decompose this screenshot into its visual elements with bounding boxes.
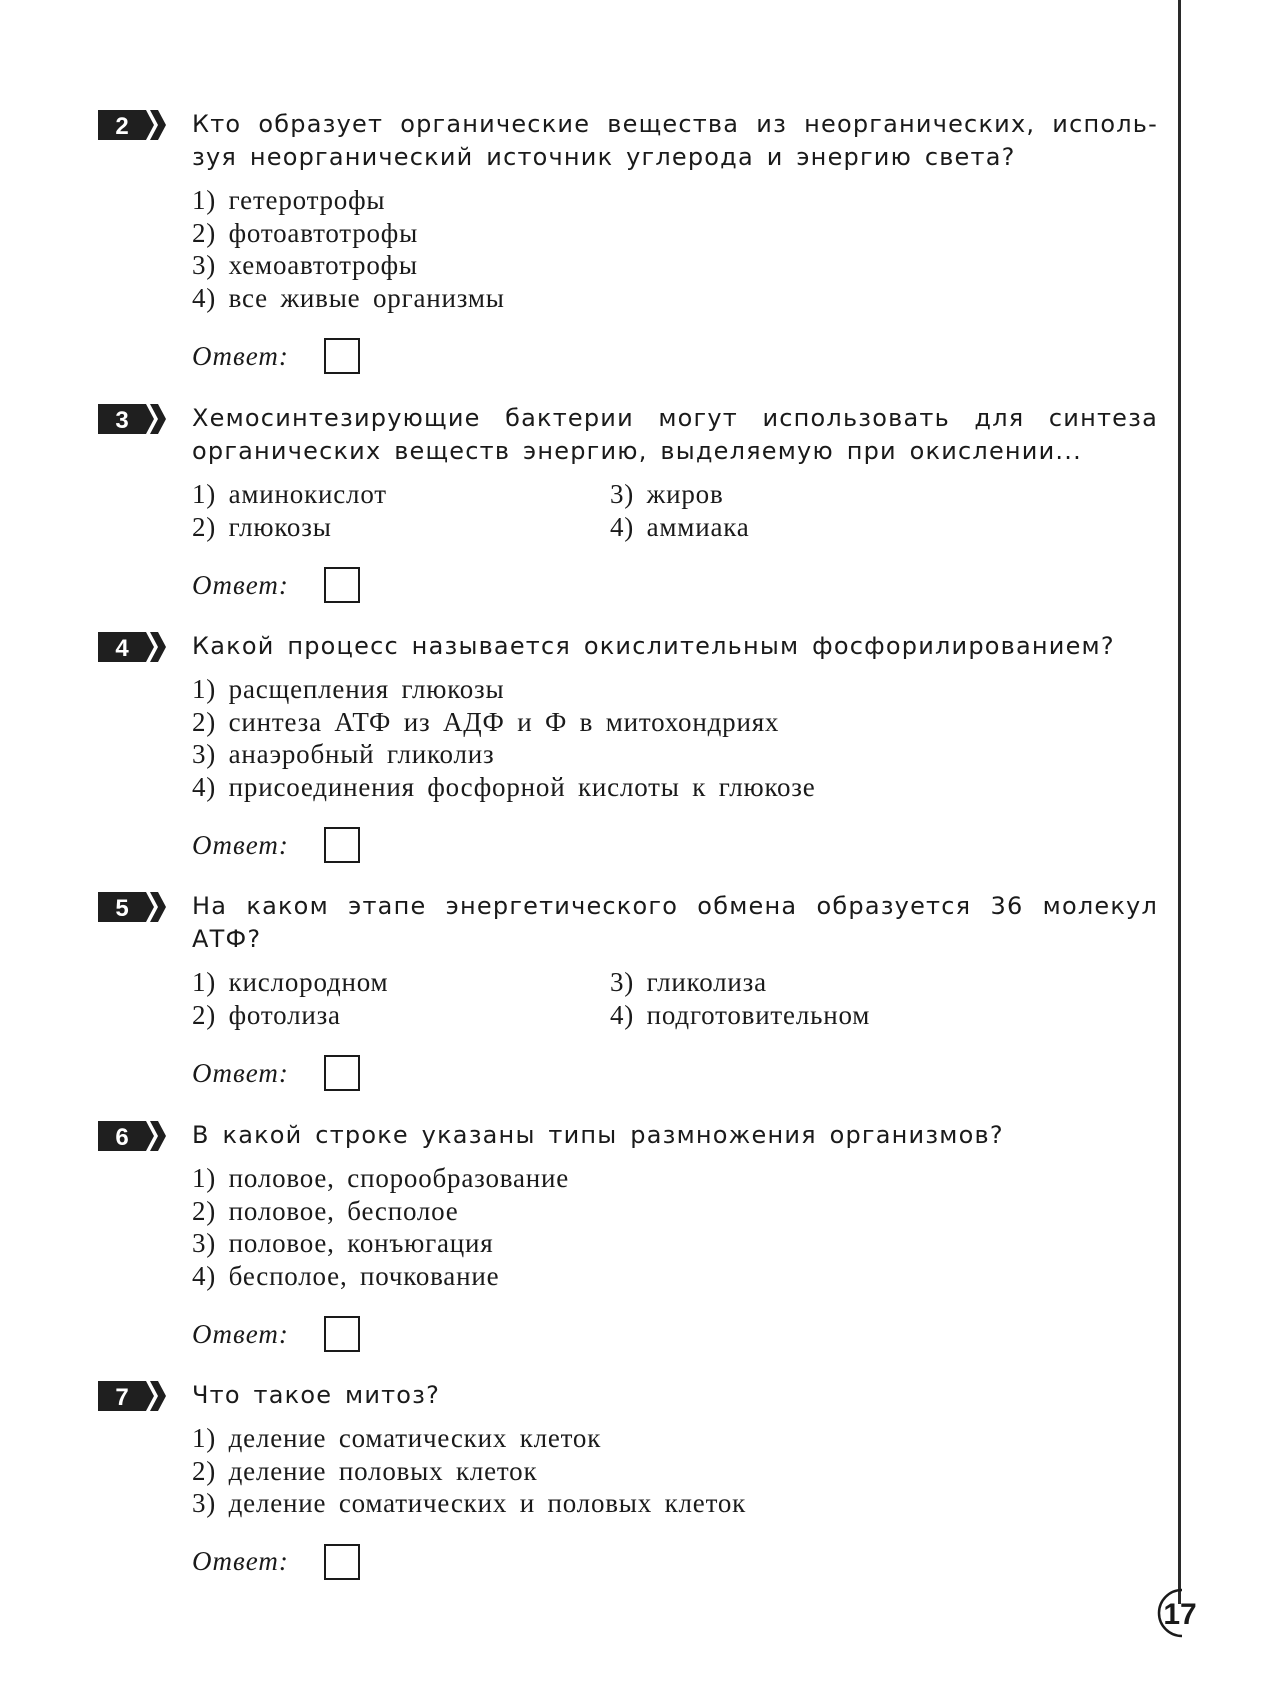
question-5 (98, 890, 1158, 1093)
option: 1) гетеротрофы (192, 185, 386, 215)
options-list (192, 673, 1158, 803)
answer-row (192, 1542, 1158, 1582)
option: 2) синтеза АТФ из АДФ и Ф в митохондриях (192, 706, 780, 737)
question-2 (98, 108, 1158, 376)
question-3 (98, 402, 1158, 605)
answer-box[interactable] (324, 567, 360, 603)
option: 4) подготовительном (610, 999, 871, 1030)
answer-label: Ответ: (192, 1057, 289, 1088)
option: 2) фотоавтотрофы (192, 217, 419, 248)
answer-row (192, 825, 1158, 865)
svg-text:4: 4 (115, 635, 129, 662)
answer-row (192, 1053, 1158, 1093)
question-7 (98, 1379, 1158, 1582)
option: 2) глюкозы (192, 511, 332, 542)
option: 1) деление соматических клеток (192, 1423, 602, 1453)
option: 3) гликолиза (610, 967, 767, 997)
answer-row (192, 336, 1158, 376)
question-text: Кто образует органические вещества из неорганических, исполь-зуя неорганический источник углерода и энергию света? (192, 110, 1158, 171)
option: 2) деление половых клеток (192, 1455, 538, 1486)
answer-label: Ответ: (192, 1318, 289, 1349)
svg-text:6: 6 (115, 1124, 129, 1151)
option: 1) аминокислот (192, 479, 387, 509)
option: 3) деление соматических и половых клеток (192, 1488, 747, 1518)
option: 3) хемоавтотрофы (192, 250, 418, 280)
options-list (192, 184, 1158, 314)
answer-label: Ответ: (192, 829, 289, 860)
answer-box[interactable] (324, 338, 360, 374)
option: 4) аммиака (610, 511, 750, 542)
option: 3) анаэробный гликолиз (192, 739, 495, 769)
option: 2) половое, бесполое (192, 1195, 459, 1226)
answer-label: Ответ: (192, 340, 289, 371)
option: 1) расщепления глюкозы (192, 674, 505, 704)
option: 3) половое, конъюгация (192, 1228, 494, 1258)
options-list (192, 1422, 1158, 1520)
option: 3) жиров (610, 479, 724, 509)
answer-box[interactable] (324, 1544, 360, 1580)
svg-text:5: 5 (115, 895, 129, 922)
options-list (192, 1162, 1158, 1292)
question-4 (98, 630, 1158, 865)
question-text: Что такое митоз? (192, 1381, 441, 1409)
question-text: На каком этапе энергетического обмена образуется 36 молекул АТФ? (192, 892, 1158, 953)
question-text: Хемосинтезирующие бактерии могут использовать для синтеза органических веществ энергию, выделяемую при окислении... (192, 404, 1158, 465)
question-text: Какой процесс называется окислительным фосфорилированием? (192, 632, 1115, 660)
answer-label: Ответ: (192, 1546, 289, 1576)
question-text: В какой строке указаны типы размножения организмов? (192, 1121, 1004, 1149)
svg-text:2: 2 (115, 113, 129, 140)
svg-text:7: 7 (115, 1384, 129, 1411)
svg-text:3: 3 (115, 407, 129, 434)
page-margin-rule (1178, 0, 1181, 1604)
question-number-badge (98, 892, 170, 922)
option: 2) фотолиза (192, 999, 341, 1030)
answer-label: Ответ: (192, 569, 289, 600)
option: 1) половое, спорообразование (192, 1163, 570, 1193)
question-number-badge (98, 404, 170, 434)
question-number-badge (98, 632, 170, 662)
question-number-badge (98, 1121, 170, 1151)
answer-box[interactable] (324, 1055, 360, 1091)
question-6 (98, 1119, 1158, 1354)
page-number (1146, 1588, 1206, 1638)
option: 4) все живые организмы (192, 282, 505, 313)
options-list (192, 966, 1158, 1031)
option: 1) кислородном (192, 967, 389, 997)
question-number-badge (98, 1381, 170, 1411)
answer-row (192, 1314, 1158, 1354)
option: 4) присоединения фосфорной кислоты к глюкозе (192, 771, 816, 802)
svg-text:17: 17 (1163, 1598, 1197, 1631)
answer-box[interactable] (324, 827, 360, 863)
question-number-badge (98, 110, 170, 140)
answer-box[interactable] (324, 1316, 360, 1352)
option: 4) бесполое, почкование (192, 1260, 500, 1291)
answer-row (192, 565, 1158, 605)
options-list (192, 478, 1158, 543)
